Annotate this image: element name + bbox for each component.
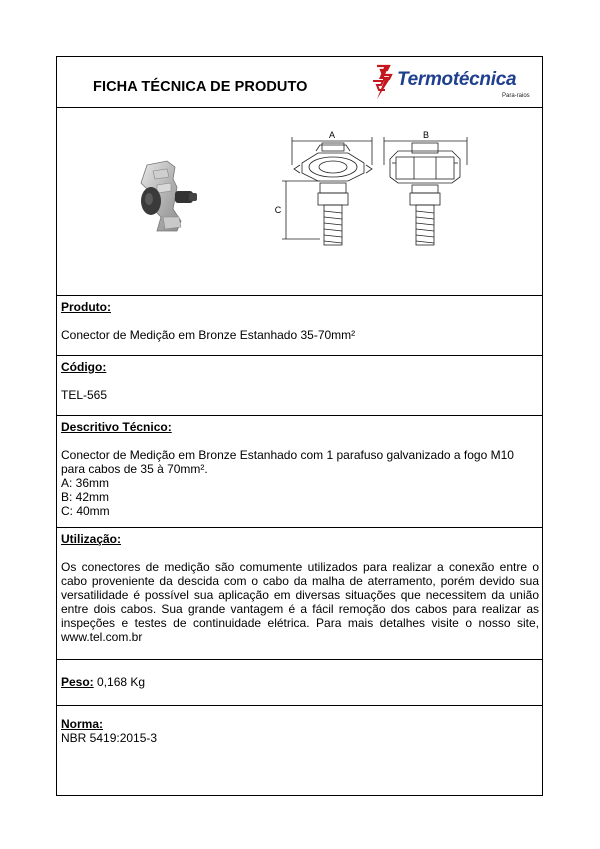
norma-value: NBR 5419:2015-3 <box>61 731 158 745</box>
divider <box>57 659 542 660</box>
divider <box>57 295 542 296</box>
descritivo-line: para cabos de 35 à 70mm². <box>61 462 208 476</box>
dimension-a-label: A <box>328 130 336 140</box>
codigo-value: TEL-565 <box>61 388 108 402</box>
descritivo-label: Descritivo Técnico: <box>61 420 172 434</box>
divider <box>57 415 542 416</box>
utilizacao-line: cabo proveniente da descida com o cabo da malha de aterramento, porém devido sua <box>61 574 539 588</box>
dimension-c-label: C <box>274 205 282 215</box>
brand-name: Termotécnica <box>397 69 517 90</box>
utilizacao-line: Os conectores de medição são comumente utilizados para realizar a conexão entre o <box>61 560 539 574</box>
dimension-drawing <box>272 129 472 279</box>
peso-value: 0,168 Kg <box>97 675 146 689</box>
lightning-logo-icon <box>369 63 399 103</box>
dimension-a-value: A: 36mm <box>61 476 110 490</box>
dimension-c-value: C: 40mm <box>61 504 110 518</box>
sheet-title: FICHA TÉCNICA DE PRODUTO <box>93 79 308 95</box>
codigo-label: Código: <box>61 360 107 374</box>
divider <box>57 527 542 528</box>
dimension-b-value: B: 42mm <box>61 490 110 504</box>
website-link[interactable]: www.tel.com.br <box>61 630 143 644</box>
product-sheet <box>56 56 543 796</box>
connector-photo <box>127 157 202 237</box>
utilizacao-line: inspeções e testes de continuidade elétrica. Para mais detalhes visite o nosso site, <box>61 616 539 630</box>
descritivo-line: Conector de Medição em Bronze Estanhado com 1 parafuso galvanizado a fogo M10 <box>61 448 514 462</box>
utilizacao-line: entre dois cabos. Sua grande vantagem é a fácil remoção dos cabos para realizar as <box>61 602 539 616</box>
dimension-b-label: B <box>422 130 430 140</box>
brand-logo <box>369 63 539 103</box>
peso-row <box>61 675 145 689</box>
divider <box>57 107 542 108</box>
divider <box>57 355 542 356</box>
divider <box>57 705 542 706</box>
utilizacao-label: Utilização: <box>61 532 122 546</box>
norma-label: Norma: <box>61 717 104 731</box>
brand-tagline: Para-raios <box>502 93 530 99</box>
peso-label: Peso: <box>61 675 94 689</box>
produto-value: Conector de Medição em Bronze Estanhado 35-70mm² <box>61 328 356 342</box>
produto-label: Produto: <box>61 300 111 314</box>
utilizacao-line: versatilidade é possível sua aplicação em diversas situações que necessitem da união <box>61 588 539 602</box>
